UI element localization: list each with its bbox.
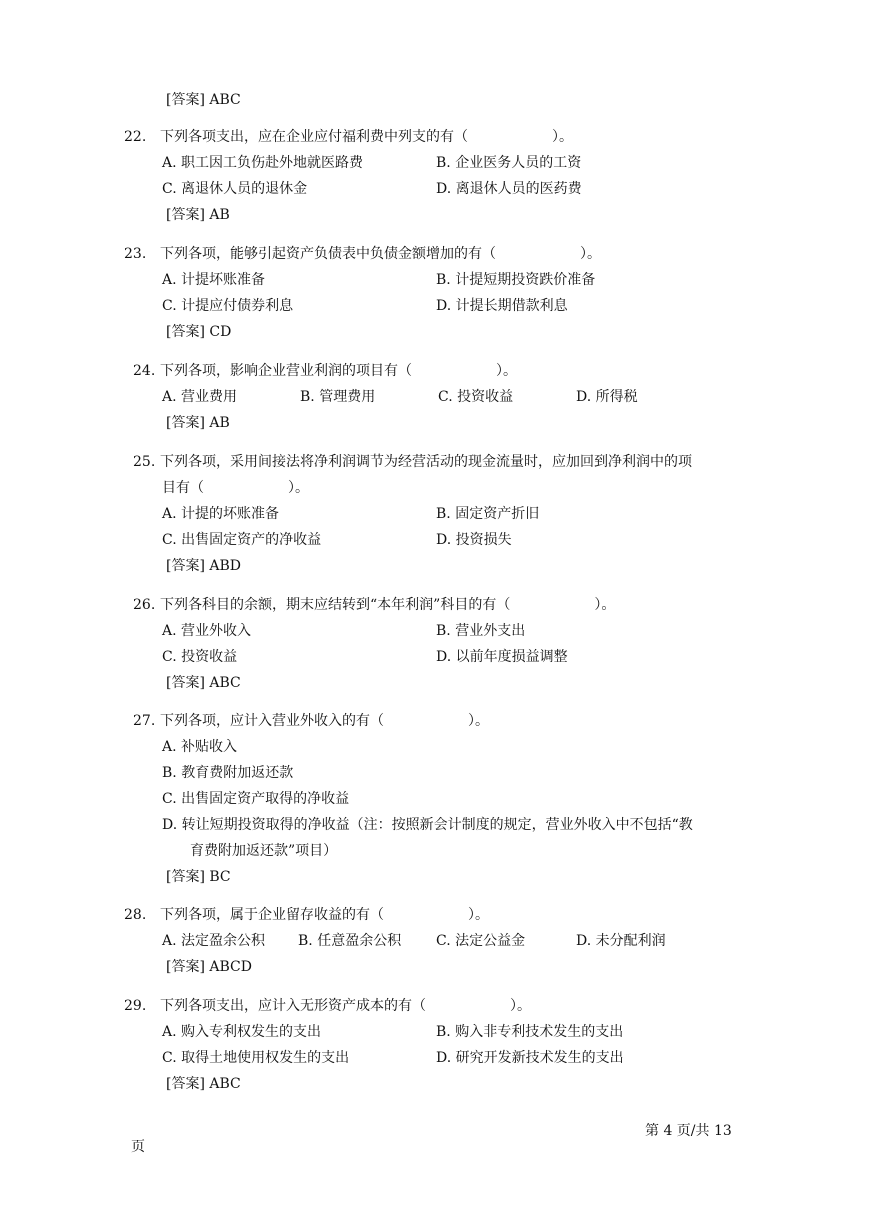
- answer: [答案] BC: [166, 869, 231, 885]
- option-d: D. 投资损失: [436, 532, 512, 548]
- question-number: 27.: [133, 713, 156, 729]
- answer: [答案] ABCD: [166, 959, 252, 975]
- option-d: D. 研究开发新技术发生的支出: [436, 1050, 624, 1066]
- question-stem: 下列各项，影响企业营业利润的项目有（ ）。: [160, 363, 517, 379]
- answer: [答案] AB: [166, 415, 230, 431]
- answer: [答案] ABC: [166, 675, 241, 691]
- option-b: B. 任意盈余公积: [298, 933, 402, 949]
- question-stem-continued: 目有（ ）。: [162, 480, 309, 496]
- option-d: D. 所得税: [576, 389, 638, 405]
- option-d: D. 离退休人员的医药费: [436, 181, 582, 197]
- question-stem: 下列各科目的余额，期末应结转到“本年利润”科目的有（ ）。: [160, 597, 616, 613]
- answer: [答案] ABC: [166, 1076, 241, 1092]
- option-c: C. 投资收益: [438, 389, 514, 405]
- option-d: D. 未分配利润: [576, 933, 666, 949]
- question-stem: 下列各项，采用间接法将净利润调节为经营活动的现金流量时，应加回到净利润中的项: [160, 454, 692, 470]
- option-a: A. 计提的坏账准备: [162, 506, 280, 522]
- option-d: D. 以前年度损益调整: [436, 649, 568, 665]
- page-number: 第 4 页/共 13: [645, 1123, 732, 1139]
- question-number: 24.: [133, 363, 156, 379]
- question-number: 22.: [124, 129, 147, 145]
- option-a: A. 法定盈余公积: [162, 933, 266, 949]
- question-stem: 下列各项支出，应计入无形资产成本的有（ ）。: [160, 998, 531, 1014]
- answer: [答案] CD: [166, 324, 232, 340]
- option-a: A. 营业外收入: [162, 623, 252, 639]
- option-b: B. 计提短期投资跌价准备: [436, 272, 596, 288]
- option-c: C. 出售固定资产的净收益: [162, 532, 322, 548]
- question-stem: 下列各项，应计入营业外收入的有（ ）。: [160, 713, 489, 729]
- question-stem: 下列各项，能够引起资产负债表中负债金额增加的有（ ）。: [160, 246, 601, 262]
- option-d: D. 计提长期借款利息: [436, 298, 568, 314]
- option-a: A. 补贴收入: [162, 739, 238, 755]
- option-b: B. 教育费附加返还款: [162, 765, 294, 781]
- option-d-continued: 育费附加返还款”项目）: [190, 843, 338, 859]
- option-d: D. 转让短期投资取得的净收益（注：按照新会计制度的规定，营业外收入中不包括“教: [162, 817, 693, 833]
- option-a: A. 职工因工负伤赴外地就医路费: [162, 155, 364, 171]
- question-stem: 下列各项支出，应在企业应付福利费中列支的有（ ）。: [160, 129, 573, 145]
- option-b: B. 固定资产折旧: [436, 506, 540, 522]
- option-b: B. 营业外支出: [436, 623, 526, 639]
- option-c: C. 离退休人员的退休金: [162, 181, 308, 197]
- option-c: C. 出售固定资产取得的净收益: [162, 791, 350, 807]
- answer: [答案] AB: [166, 207, 230, 223]
- option-c: C. 投资收益: [162, 649, 238, 665]
- question-number: 25.: [133, 454, 156, 470]
- option-b: B. 管理费用: [300, 389, 376, 405]
- question-number: 29.: [124, 998, 147, 1014]
- option-a: A. 购入专利权发生的支出: [162, 1024, 322, 1040]
- option-a: A. 营业费用: [162, 389, 238, 405]
- page-number-tail: 页: [131, 1139, 145, 1155]
- answer-21: [答案] ABC: [166, 92, 241, 108]
- answer: [答案] ABD: [166, 558, 241, 574]
- question-number: 23.: [124, 246, 147, 262]
- option-c: C. 取得土地使用权发生的支出: [162, 1050, 350, 1066]
- option-c: C. 法定公益金: [436, 933, 526, 949]
- question-stem: 下列各项，属于企业留存收益的有（ ）。: [160, 907, 489, 923]
- option-a: A. 计提坏账准备: [162, 272, 266, 288]
- option-c: C. 计提应付债券利息: [162, 298, 294, 314]
- question-number: 28.: [124, 907, 147, 923]
- question-number: 26.: [133, 597, 156, 613]
- option-b: B. 购入非专利技术发生的支出: [436, 1024, 624, 1040]
- option-b: B. 企业医务人员的工资: [436, 155, 582, 171]
